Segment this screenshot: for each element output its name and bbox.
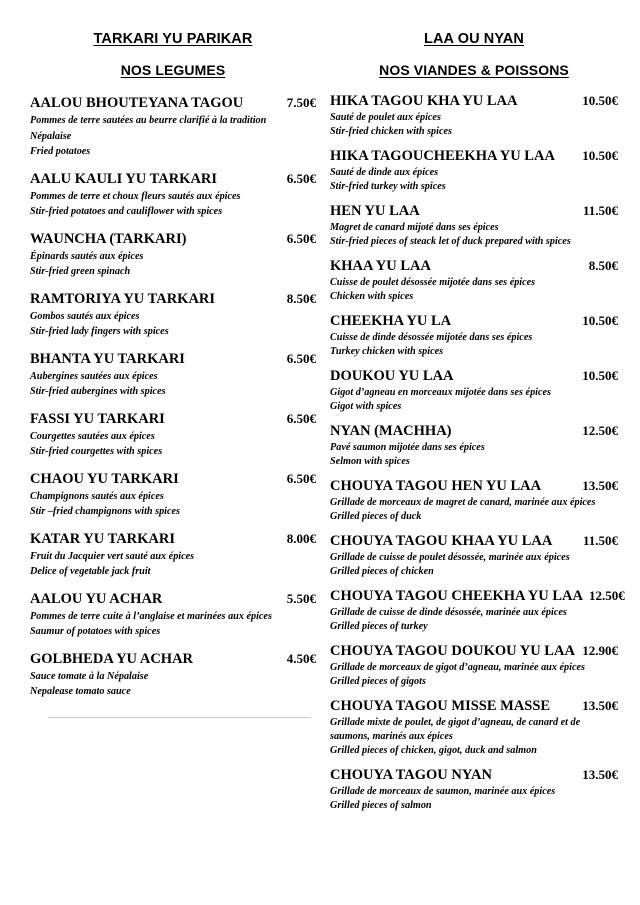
menu-item-price: 13.50€	[582, 767, 618, 782]
menu-item	[330, 366, 618, 414]
right-title-spacer	[330, 48, 618, 62]
menu-item-description	[30, 113, 316, 160]
menu-item-price: 6.50€	[286, 470, 316, 486]
menu-item-row	[30, 469, 316, 489]
description-line-en: Turkey chicken with spices	[330, 346, 444, 357]
menu-item	[330, 586, 625, 634]
menu-item-price: 13.50€	[582, 478, 618, 493]
menu-item-row	[30, 289, 316, 309]
left-title-spacer	[30, 48, 316, 62]
description-line-fr: Courgettes sautées aux épices	[30, 430, 155, 442]
menu-item	[30, 229, 316, 280]
menu-item-description	[330, 221, 618, 249]
menu-item-name: CHEEKHA YU LA	[330, 313, 452, 329]
menu-item-description	[330, 331, 618, 359]
menu-item-name: CHAOU YU TARKARI	[30, 470, 179, 487]
description-line-fr: Cuisse de dinde désossée mijotée dans ses épices	[330, 332, 533, 343]
menu-item-description	[330, 496, 618, 524]
menu-item-price: 12.50€	[582, 423, 618, 438]
menu-item-name: AALOU YU ACHAR	[30, 590, 163, 607]
description-line-en: Grilled pieces of gigots	[330, 676, 426, 687]
description-line-fr: Gombos sautés aux épices	[30, 310, 140, 322]
menu-item-row	[330, 586, 625, 606]
menu-item	[330, 696, 618, 758]
menu-item	[30, 649, 316, 700]
menu-item-name: HIKA TAGOU KHA YU LAA	[330, 93, 518, 109]
description-line-en: Stir-fried pieces of steack let of duck prepared with spices	[330, 236, 571, 247]
description-line-fr: Sauté de dinde aux épices	[330, 167, 439, 178]
menu-item-row	[330, 765, 618, 785]
menu-item-price: 7.50€	[286, 95, 316, 110]
menu-item-price: 12.50€	[589, 588, 625, 603]
menu-item	[330, 201, 618, 249]
description-line-en: Fried potatoes	[30, 146, 91, 157]
menu-item-row	[30, 589, 316, 609]
left-column-subtitle-wrap	[30, 62, 316, 80]
description-line-en: Saumur of potatoes with spices	[30, 626, 161, 637]
menu-item-name: CHOUYA TAGOU CHEEKHA YU LAA	[330, 588, 583, 604]
menu-item-price: 13.50€	[582, 698, 618, 713]
menu-item-price: 8.00€	[286, 530, 316, 546]
description-line-fr: Cuisse de poulet désossée mijotée dans ses épices	[330, 277, 536, 288]
description-line-en: Stir –fried champignons with spices	[30, 506, 181, 517]
menu-item-name: WAUNCHA (TARKARI)	[30, 230, 187, 247]
menu-item-description	[330, 111, 618, 139]
menu-item-name: NYAN (MACHHA)	[330, 423, 452, 439]
menu-item-price: 6.50€	[286, 410, 316, 426]
menu-item-name: BHANTA YU TARKARI	[30, 350, 185, 367]
menu-item-row	[330, 311, 618, 331]
description-line-fr: saumons, marinés aux épices	[330, 731, 453, 742]
menu-item-row	[330, 366, 618, 386]
menu-item-description	[330, 551, 618, 579]
menu-item-description	[30, 549, 316, 580]
meat-fish-item-list	[330, 91, 625, 813]
menu-item-description	[330, 386, 618, 414]
menu-item-row	[330, 476, 618, 496]
menu-item-row	[330, 641, 618, 661]
menu-column-meats-fish	[330, 30, 625, 820]
menu-item-name: HIKA TAGOUCHEEKHA YU LAA	[330, 148, 555, 164]
menu-item-description	[330, 276, 618, 304]
menu-item-row	[30, 529, 316, 549]
description-line-en: Gigot with spices	[330, 401, 402, 412]
menu-item-price: 10.50€	[582, 368, 618, 383]
menu-item-row	[30, 349, 316, 369]
left-section-subtitle: NOS LEGUMES	[120, 62, 226, 78]
menu-item-price: 11.50€	[582, 203, 618, 218]
description-line-fr: Pommes de terre sautées au beurre clarifié à la tradition	[30, 115, 267, 126]
menu-item-name: DOUKOU YU LAA	[330, 368, 454, 384]
left-column-title-wrap	[30, 30, 316, 48]
menu-item-row	[30, 409, 316, 429]
menu-item-name: FASSI YU TARKARI	[30, 410, 165, 427]
menu-item-name: KATAR YU TARKARI	[30, 530, 176, 547]
menu-item	[30, 93, 316, 160]
description-line-fr: Grillade de cuisse de dinde désossée, marinée aux épices	[330, 607, 567, 618]
menu-item-description	[30, 429, 316, 460]
menu-item-price: 11.50€	[582, 533, 618, 548]
left-subtitle-spacer	[30, 80, 316, 93]
menu-item-name: GOLBHEDA YU ACHAR	[30, 650, 194, 667]
menu-item-description	[30, 189, 316, 220]
menu-item	[330, 146, 618, 194]
menu-item-description	[30, 249, 316, 280]
description-line-fr: Népalaise	[30, 130, 72, 142]
menu-item	[30, 169, 316, 220]
menu-item-name: RAMTORIYA YU TARKARI	[30, 290, 216, 307]
description-line-en: Grilled pieces of salmon	[330, 800, 432, 811]
description-line-fr: Sauté de poulet aux épices	[330, 112, 441, 123]
description-line-en: Grilled pieces of chicken	[330, 566, 434, 577]
menu-item	[330, 256, 618, 304]
menu-item	[330, 421, 618, 469]
menu-item-name: AALU KAULI YU TARKARI	[30, 170, 218, 187]
description-line-fr: Épinards sautés aux épices	[30, 250, 144, 262]
menu-item-name: CHOUYA TAGOU MISSE MASSE	[330, 698, 551, 714]
description-line-fr: Aubergines sautées aux épices	[30, 370, 158, 382]
menu-item-price: 6.50€	[286, 350, 316, 366]
menu-item-description	[330, 716, 618, 758]
description-line-fr: Grillade de morceaux de magret de canard, marinée aux épices	[330, 497, 596, 508]
menu-item-row	[30, 649, 316, 669]
menu-item-row	[330, 146, 618, 166]
menu-item	[30, 289, 316, 340]
menu-item-price: 10.50€	[582, 313, 618, 328]
menu-item	[30, 529, 316, 580]
menu-item-row	[330, 421, 618, 441]
description-line-en: Chicken with spices	[330, 291, 414, 302]
description-line-fr: Pommes de terre cuite à l’anglaise et marinées aux épices	[30, 610, 272, 622]
menu-item-description	[30, 669, 316, 700]
menu-item-name: AALOU BHOUTEYANA TAGOU	[30, 95, 244, 111]
description-line-fr: Grillade de cuisse de poulet désossée, marinée aux épices	[330, 552, 570, 563]
menu-item-price: 10.50€	[582, 148, 618, 163]
menu-item	[330, 765, 618, 813]
menu-item-name: CHOUYA TAGOU KHAA YU LAA	[330, 533, 553, 549]
description-line-en: Grilled pieces of duck	[330, 511, 422, 522]
right-section-title: LAA OU NYAN	[424, 31, 524, 47]
menu-item-price: 8.50€	[588, 258, 618, 273]
menu-item-row	[30, 93, 316, 113]
menu-item	[30, 409, 316, 460]
menu-item-name: CHOUYA TAGOU HEN YU LAA	[330, 478, 542, 494]
menu-item-description	[330, 785, 618, 813]
menu-item	[330, 91, 618, 139]
menu-item-row	[30, 229, 316, 249]
menu-item-price: 4.50€	[286, 650, 316, 666]
menu-item-description	[330, 166, 618, 194]
menu-item	[30, 349, 316, 400]
left-section-title: TARKARI YU PARIKAR	[93, 31, 253, 47]
menu-item	[330, 476, 618, 524]
description-line-en: Stir-fried turkey with spices	[330, 181, 446, 192]
description-line-en: Grilled pieces of turkey	[330, 621, 428, 632]
description-line-en: Stir-fried lady fingers with spices	[30, 326, 169, 337]
menu-item-description	[30, 309, 316, 340]
right-column-subtitle-wrap	[330, 62, 618, 80]
description-line-fr: Gigot d’agneau en morceaux mijotée dans ses épices	[330, 387, 551, 398]
description-line-fr: Grillade mixte de poulet, de gigot d’agneau, de canard et de	[330, 717, 581, 728]
menu-item-row	[30, 169, 316, 189]
description-line-fr: Fruit du Jacquier vert sauté aux épices	[30, 550, 195, 562]
menu-item	[30, 589, 316, 640]
menu-item-row	[330, 531, 618, 551]
menu-item-price: 6.50€	[286, 230, 316, 246]
description-line-en: Grilled pieces of chicken, gigot, duck and salmon	[330, 745, 537, 756]
menu-item-description	[330, 606, 618, 634]
menu-columns	[30, 30, 625, 820]
menu-item-name: CHOUYA TAGOU NYAN	[330, 767, 492, 783]
description-line-en: Stir-fried chicken with spices	[330, 126, 452, 137]
menu-item	[330, 311, 618, 359]
description-line-en: Selmon with spices	[330, 456, 410, 467]
menu-column-vegetables	[30, 30, 316, 718]
menu-item	[330, 531, 618, 579]
description-line-en: Stir-fried courgettes with spices	[30, 446, 163, 457]
menu-item-description	[330, 661, 618, 689]
menu-item-name: KHAA YU LAA	[330, 258, 431, 274]
menu-item-price: 8.50€	[286, 290, 316, 306]
description-line-en: Stir-fried green spinach	[30, 266, 131, 277]
description-line-fr: Grillade de morceaux de gigot d’agneau, marinée aux épices	[330, 662, 585, 673]
menu-item-price: 12.90€	[582, 643, 618, 658]
menu-item-row	[330, 696, 618, 716]
menu-item-description	[30, 609, 316, 640]
description-line-en: Stir-fried potatoes and cauliflower with spices	[30, 206, 223, 217]
left-column-divider	[48, 717, 310, 718]
menu-item-description	[30, 489, 316, 520]
menu-item-price: 5.50€	[286, 590, 316, 606]
menu-item	[330, 641, 618, 689]
right-subtitle-spacer	[330, 80, 618, 91]
description-line-en: Delice of vegetable jack fruit	[30, 566, 151, 577]
description-line-fr: Magret de canard mijoté dans ses épices	[330, 222, 499, 233]
vegetable-item-list	[30, 93, 316, 700]
right-section-subtitle: NOS VIANDES & POISSONS	[379, 62, 569, 78]
menu-item-name: HEN YU LAA	[330, 203, 420, 219]
description-line-en: Stir-fried aubergines with spices	[30, 386, 166, 397]
menu-item-name: CHOUYA TAGOU DOUKOU YU LAA	[330, 643, 575, 659]
description-line-fr: Grillade de morceaux de saumon, marinée aux épices	[330, 786, 556, 797]
menu-item-row	[330, 256, 618, 276]
description-line-fr: Sauce tomate à la Népalaise	[30, 670, 149, 682]
description-line-en: Nepalease tomato sauce	[30, 686, 131, 697]
description-line-fr: Pavé saumon mijotée dans ses épices	[330, 442, 485, 453]
menu-item-row	[330, 201, 618, 221]
description-line-fr: Champignons sautés aux épices	[30, 490, 164, 502]
description-line-fr: Pommes de terre et choux fleurs sautés aux épices	[30, 190, 241, 202]
menu-item-price: 10.50€	[582, 93, 618, 108]
menu-item-row	[330, 91, 618, 111]
menu-item	[30, 469, 316, 520]
menu-item-price: 6.50€	[286, 170, 316, 186]
menu-item-description	[330, 441, 618, 469]
menu-item-description	[30, 369, 316, 400]
right-column-title-wrap	[330, 30, 618, 48]
